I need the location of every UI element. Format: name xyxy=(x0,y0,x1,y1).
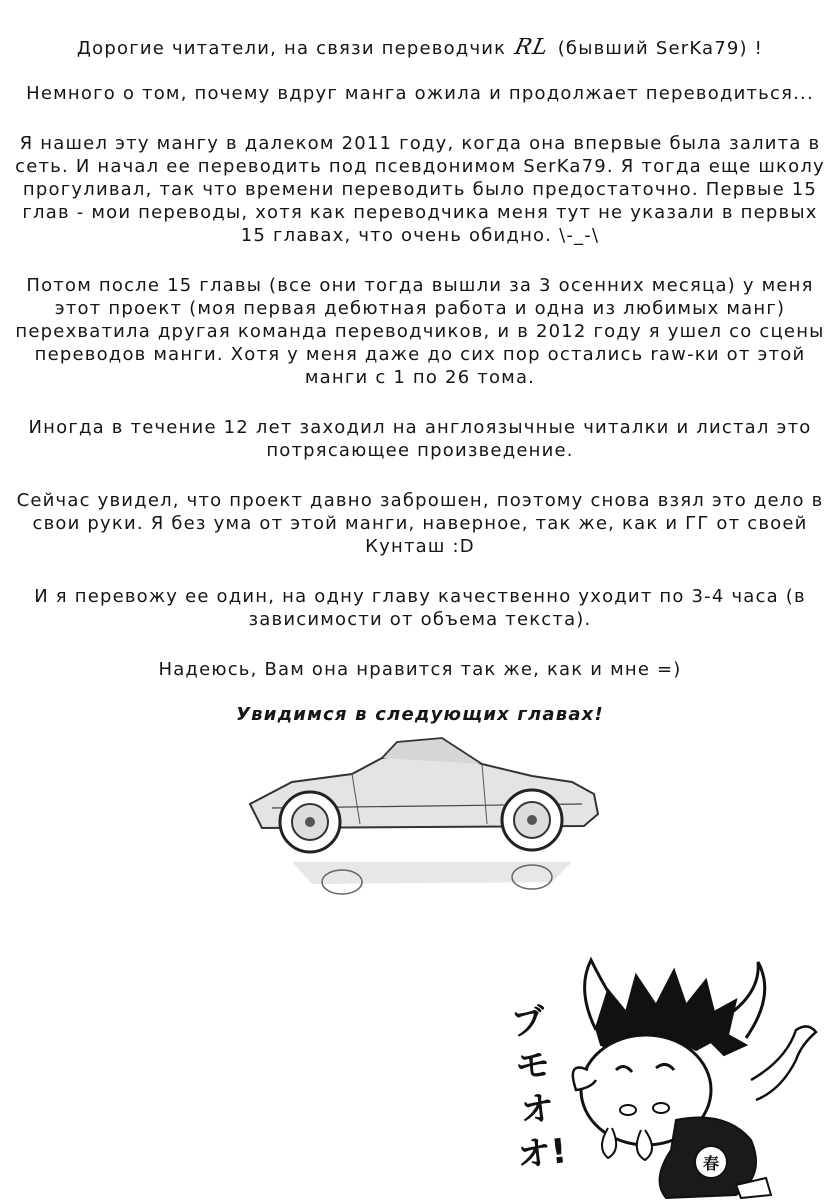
body-badge: 春 xyxy=(702,1154,720,1173)
paragraph-workload: И я перевожу ее один, на одну главу качественно уходит по 3-4 часа (в зависимости от объема текста). xyxy=(34,586,806,630)
sfx-text: ブモオオ! xyxy=(509,1000,569,1177)
front-wheel xyxy=(280,792,340,852)
chibi-bull-mascot xyxy=(496,950,836,1200)
intro-line: Немного о том, почему вдруг манга ожила и продолжает переводиться... xyxy=(26,83,814,104)
paragraph-handover: Потом после 15 главы (все они тогда вышли за 3 осенних месяца) у меня этот проект (моя первая дебютная работа и одна из любимых манг) перехватила другая команда переводчиков, и в 2012 году я ушел со сцены переводов манги. Хотя у меня даже до сих пор остались raw-ки от этой манги с 1 по 26 тома. xyxy=(15,275,825,388)
sports-car-illustration xyxy=(232,712,614,926)
greeting-prefix: Дорогие читатели, на связи переводчик xyxy=(76,38,507,59)
paragraph-reading: Иногда в течение 12 лет заходил на англоязычные читалки и листал это потрясающее произведение. xyxy=(28,417,812,461)
greeting-suffix: (бывший SerKa79) ! xyxy=(557,38,764,59)
paragraph-history: Я нашел эту мангу в далеком 2011 году, когда она впервые была залита в сеть. И начал ее переводить под псевдонимом SerKa79. Я тогда еще школу прогуливал, так что времени переводить было предостаточно. Первые 15 глав - мои переводы, хотя как переводчика меня тут не указали в первых 15 главах, что очень обидно. \-_-\ xyxy=(15,133,825,246)
translator-letter xyxy=(10,36,830,753)
translator-signature: RL xyxy=(512,35,552,60)
paragraph-hope: Надеюсь, Вам она нравится так же, как и мне =) xyxy=(158,659,682,680)
rear-wheel xyxy=(502,790,562,850)
paragraph-return: Сейчас увидел, что проект давно заброшен, поэтому снова взял это дело в свои руки. Я без ума от этой манги, наверное, так же, как и ГГ от своей Кунташ :D xyxy=(16,490,824,557)
greeting-line xyxy=(10,36,830,60)
